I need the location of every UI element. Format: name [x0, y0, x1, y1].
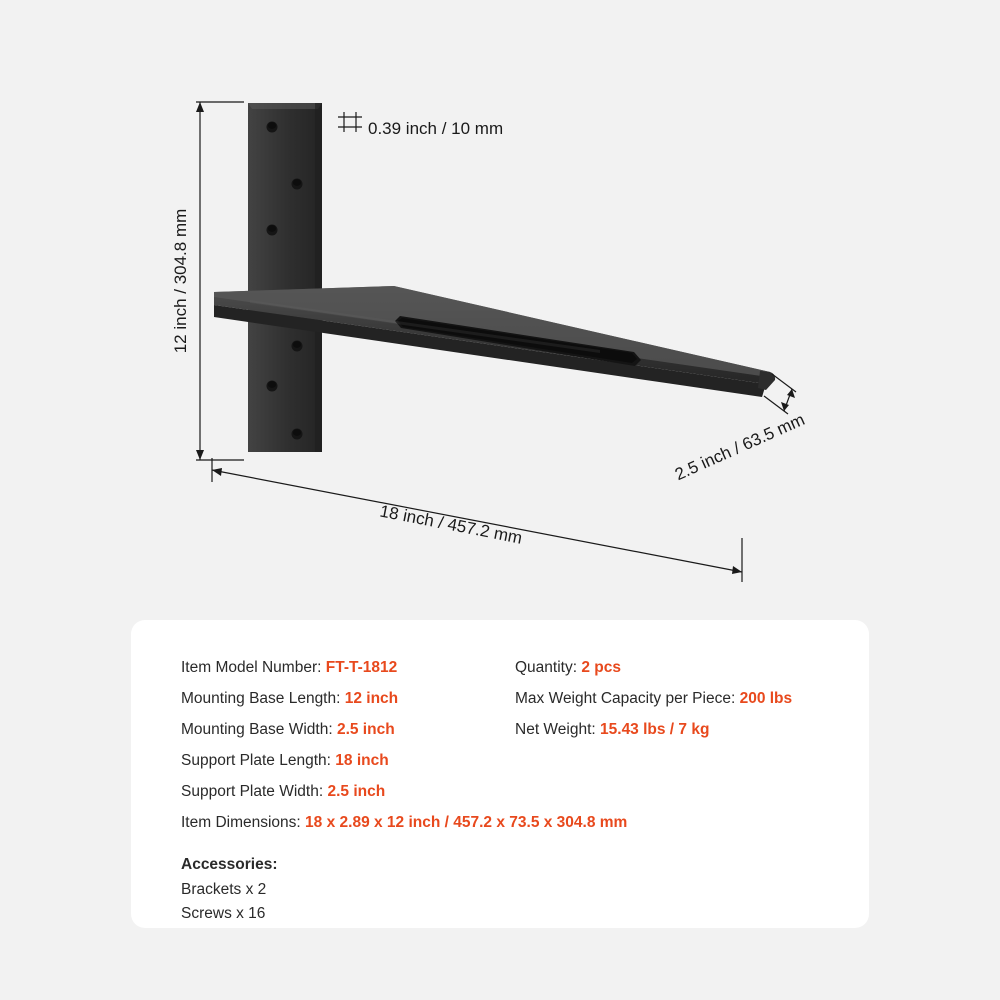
spec-label-quantity: Quantity:	[515, 659, 578, 676]
accessories-section	[181, 852, 278, 926]
specification-card	[131, 620, 869, 928]
spec-row-plate-length	[181, 745, 541, 776]
spec-row-max-weight	[515, 683, 895, 714]
height-dimension	[196, 102, 244, 460]
spec-value-quantity: 2 pcs	[581, 659, 621, 676]
spec-label-net-weight: Net Weight:	[515, 721, 596, 738]
thickness-dimension	[338, 112, 362, 132]
spec-row-base-width	[181, 714, 541, 745]
thickness-label: 0.39 inch / 10 mm	[368, 119, 504, 138]
spec-value-base-length: 12 inch	[344, 690, 399, 707]
spec-label-base-width: Mounting Base Width:	[181, 721, 333, 738]
spec-row-item-dimensions	[181, 807, 881, 838]
spec-label-model: Item Model Number:	[181, 659, 322, 676]
spec-row-model	[181, 652, 541, 683]
depth-label: 2.5 inch / 63.5 mm	[672, 409, 808, 485]
spec-row-net-weight	[515, 714, 895, 745]
spec-label-plate-length: Support Plate Length:	[181, 752, 331, 769]
spec-row-base-length	[181, 683, 541, 714]
accessories-item-screws: Screws x 16	[181, 905, 266, 922]
spec-value-net-weight: 15.43 lbs / 7 kg	[600, 721, 710, 738]
height-label: 12 inch / 304.8 mm	[171, 208, 190, 354]
spec-value-plate-length: 18 inch	[335, 752, 389, 769]
accessories-item-brackets: Brackets x 2	[181, 881, 267, 898]
accessories-title: Accessories:	[181, 856, 278, 873]
spec-row-quantity	[515, 652, 895, 683]
spec-label-max-weight: Max Weight Capacity per Piece:	[515, 690, 736, 707]
spec-column-right	[515, 652, 895, 745]
spec-row-plate-width	[181, 776, 541, 807]
spec-label-base-length: Mounting Base Length:	[181, 690, 341, 707]
spec-value-max-weight: 200 lbs	[739, 690, 793, 707]
length-label: 18 inch / 457.2 mm	[378, 501, 524, 548]
spec-label-plate-width: Support Plate Width:	[181, 783, 324, 800]
bracket-illustration	[214, 103, 775, 452]
mounting-plate	[248, 103, 322, 452]
spec-label-item-dimensions: Item Dimensions:	[181, 814, 301, 831]
spec-value-model: FT-T-1812	[325, 659, 398, 676]
spec-value-plate-width: 2.5 inch	[327, 783, 386, 800]
spec-value-base-width: 2.5 inch	[336, 721, 395, 738]
spec-value-item-dimensions: 18 x 2.89 x 12 inch / 457.2 x 73.5 x 304.8 mm	[305, 814, 628, 831]
spec-column-left	[181, 652, 541, 807]
